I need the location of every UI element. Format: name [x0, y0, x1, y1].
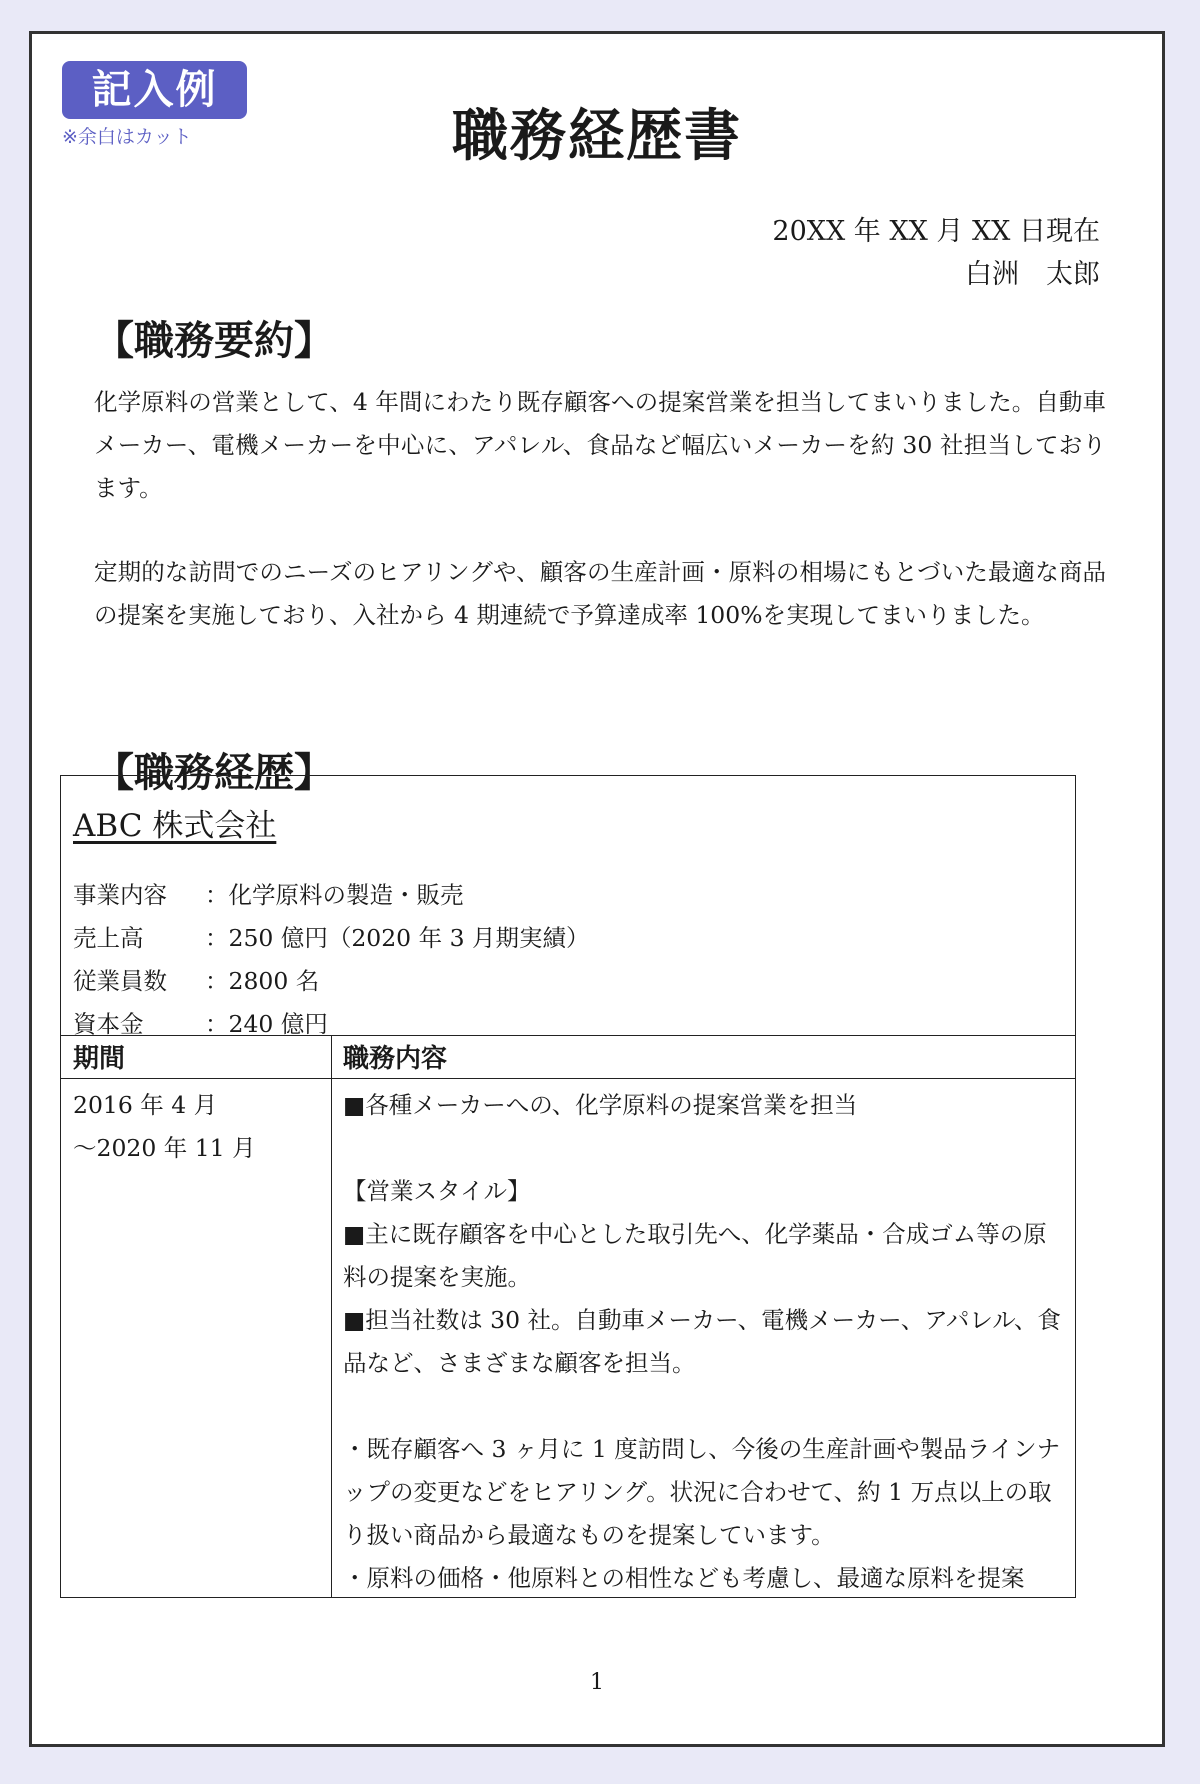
- table-divider: [61, 1035, 1075, 1036]
- period-cell: [73, 1084, 256, 1170]
- history-heading: 【職務経歴】: [94, 749, 334, 796]
- duty-line: ・既存顧客へ 3 ヶ月に 1 度訪問し、今後の生産計画や製品ラインナップの変更などをヒアリング。状況に合わせて、約 1 万点以上の取り扱い商品から最適なものを提案しています。: [343, 1435, 1061, 1549]
- duty-line: [343, 1385, 1065, 1428]
- duty-line: ・原料の価格・他原料との相性なども考慮し、最適な原料を提案: [343, 1564, 1025, 1592]
- date-line: 20XX 年 XX 月 XX 日現在: [772, 216, 1100, 247]
- info-row: [73, 876, 464, 910]
- info-label: 事業内容: [73, 881, 167, 909]
- summary-heading: 【職務要約】: [94, 317, 334, 364]
- summary-paragraph-1: 化学原料の営業として、4 年間にわたり既存顧客への提案営業を担当してまいりました。自動車メーカー、電機メーカーを中心に、アパレル、食品など幅広いメーカーを約 30 社担当しております。: [94, 388, 1106, 502]
- badge-note: ※余白はカット: [62, 126, 192, 148]
- info-row: [73, 962, 319, 996]
- info-value: ：240 億円: [205, 1010, 328, 1038]
- summary-paragraph-2: 定期的な訪問でのニーズのヒアリングや、顧客の生産計画・原料の相場にもとづいた最適な商品の提案を実施しており、入社から 4 期連続で予算達成率 100%を実現してまいりました。: [94, 558, 1106, 629]
- column-header-duties: 職務内容: [343, 1044, 448, 1074]
- duty-line: ■各種メーカーへの、化学原料の提案営業を担当: [343, 1091, 858, 1119]
- duty-line: ■担当社数は 30 社。自動車メーカー、電機メーカー、アパレル、食品など、さまざまな顧客を担当。: [343, 1306, 1061, 1377]
- info-label: 従業員数: [73, 967, 167, 995]
- duty-line: [343, 1127, 1065, 1170]
- column-divider: [331, 1035, 332, 1597]
- info-row: [73, 919, 590, 953]
- period-line: ～2020 年 11 月: [73, 1134, 256, 1162]
- company-name: ABC 株式会社: [73, 808, 277, 844]
- column-header-period: 期間: [73, 1044, 126, 1074]
- example-badge: 記入例: [62, 61, 247, 119]
- period-line: 2016 年 4 月: [73, 1091, 218, 1119]
- duty-line: 【営業スタイル】: [343, 1177, 531, 1205]
- info-value: ：250 億円（2020 年 3 月期実績）: [205, 924, 590, 952]
- document-title: 職務経歴書: [452, 103, 742, 169]
- info-label: 売上高: [73, 924, 144, 952]
- duty-line: ■主に既存顧客を中心とした取引先へ、化学薬品・合成ゴム等の原料の提案を実施。: [343, 1220, 1047, 1291]
- author-name: 白洲 太郎: [965, 259, 1100, 290]
- info-row: [73, 1005, 328, 1039]
- duties-cell: [343, 1084, 1065, 1600]
- table-divider: [61, 1078, 1075, 1079]
- career-table: [60, 775, 1076, 1598]
- info-value: ：2800 名: [205, 967, 320, 995]
- page-number: 1: [590, 1670, 604, 1695]
- info-label: 資本金: [73, 1010, 144, 1038]
- info-value: ：化学原料の製造・販売: [205, 881, 464, 909]
